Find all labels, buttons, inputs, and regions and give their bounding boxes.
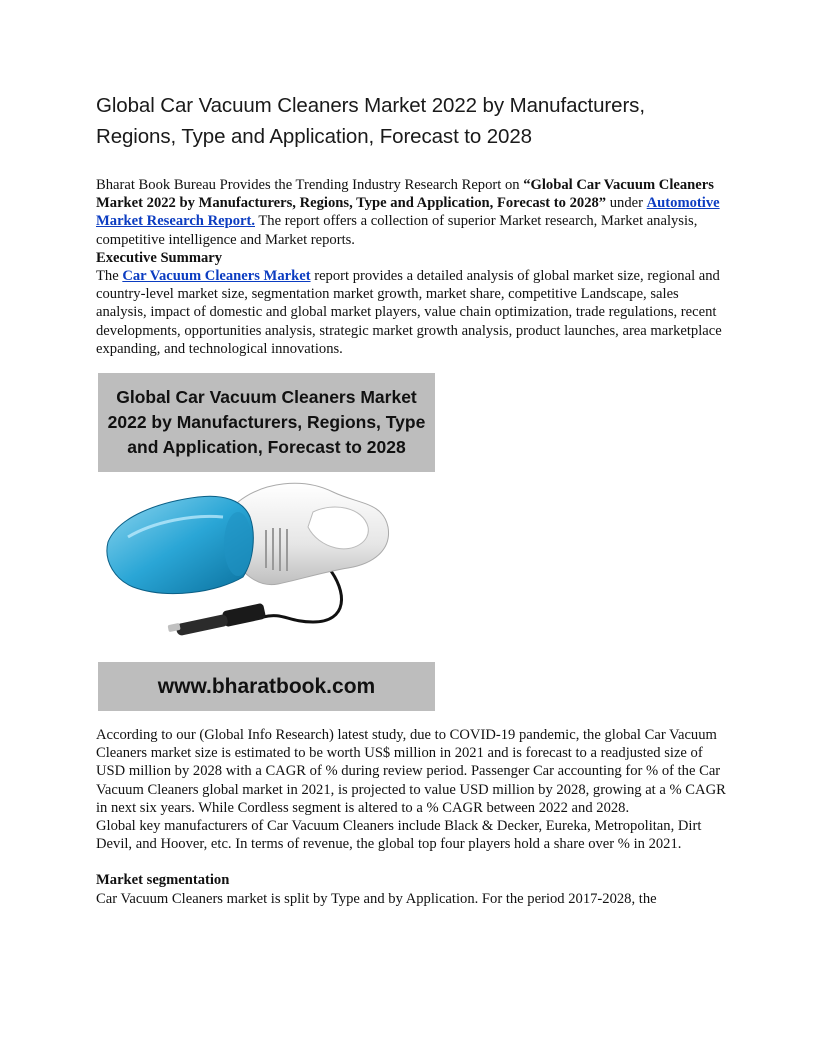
cover-website-banner bbox=[98, 662, 435, 711]
handheld-car-vacuum-image bbox=[98, 472, 435, 661]
car-vacuum-market-link[interactable]: Car Vacuum Cleaners Market bbox=[122, 268, 311, 285]
intro-paragraph bbox=[96, 176, 728, 249]
manufacturers-paragraph: Global key manufacturers of Car Vacuum Cleaners include Black & Decker, Eureka, Metropolitan, Dirt Devil, and Hoover, etc. In terms of revenue, the global top four players hold a share over % in 2021. bbox=[96, 818, 702, 853]
document-page bbox=[96, 90, 728, 908]
paragraph-gap bbox=[96, 853, 728, 871]
intro-tail: The report offers a collection of superior Market research, Market analysis, competitive intelligence and Market reports. bbox=[96, 213, 698, 248]
executive-summary-paragraph bbox=[96, 267, 728, 358]
cover-banner-title bbox=[98, 373, 435, 472]
website-text: www.bharatbook.com bbox=[157, 674, 376, 698]
study-paragraph: According to our (Global Info Research) latest study, due to COVID-19 pandemic, the global Car Vacuum Cleaners market size is estimated to be worth US$ million in 2021 and is forecast to a readjusted size of USD million by 2028 with a CAGR of % during review period. Passenger Car accounting for % of the Car Vacuum Cleaners global market in 2021, is projected to value USD million by 2028, growing at a % CAGR in next six years. While Cordless segment is altered to a % CAGR between 2022 and 2028. bbox=[96, 727, 726, 816]
report-name: “Global Car Vacuum Cleaners Market 2022 by Manufacturers, Regions, Type and Application, Forecast to 2028” bbox=[96, 177, 714, 212]
executive-summary-heading: Executive Summary bbox=[96, 249, 223, 266]
cover-title-text: Global Car Vacuum Cleaners Market 2022 by Manufacturers, Regions, Type and Application, Forecast to 2028 bbox=[107, 387, 426, 458]
market-segmentation-heading: Market segmentation bbox=[96, 872, 230, 889]
page-title: Global Car Vacuum Cleaners Market 2022 by Manufacturers, Regions, Type and Application, Forecast to 2028 bbox=[96, 94, 645, 148]
segmentation-paragraph: Car Vacuum Cleaners market is split by Type and by Application. For the period 2017-2028, the bbox=[96, 890, 657, 907]
report-cover-image bbox=[98, 373, 435, 711]
intro-lead: Bharat Book Bureau Provides the Trending Industry Research Report on bbox=[96, 177, 524, 193]
cigarette-plug-icon bbox=[168, 603, 267, 636]
exec-body: report provides a detailed analysis of global market size, regional and country-level market size, segmentation market growth, market share, competitive Landscape, sales analysis, impact of domestic and global market players, value chain optimization, trade regulations, recent developments, opportunities analysis, strategic market growth analysis, product launches, area marketplace expanding, and technological innovations. bbox=[96, 268, 722, 357]
exec-lead: The bbox=[96, 268, 123, 285]
intro-under: under bbox=[606, 195, 647, 212]
vacuum-illustration bbox=[98, 472, 435, 661]
automotive-report-link[interactable]: Automotive Market Research Report. bbox=[96, 195, 720, 230]
